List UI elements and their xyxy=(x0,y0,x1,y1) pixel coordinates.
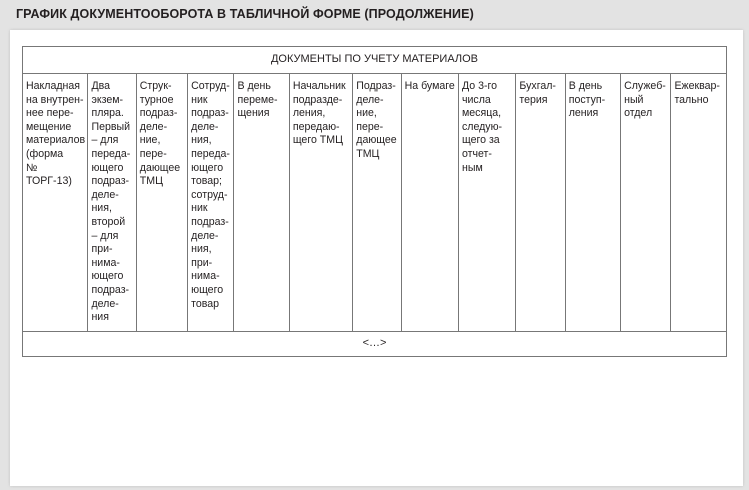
cell-text: На бумаге xyxy=(404,80,455,92)
cell-text: Сотруд- ник подраз- деле- ния, переда- ющего товар; сотруд- ник подраз- деле- ния, при- нима- ющего товар xyxy=(191,80,230,310)
table-cell xyxy=(88,74,136,332)
table-cell xyxy=(671,74,727,332)
cell-text: Накладная на внутрен- нее пере- мещение материалов (форма № ТОРГ-13) xyxy=(26,80,86,188)
table-cell xyxy=(565,74,620,332)
cell-text: Бухгал- терия xyxy=(519,80,556,106)
cell-text: Подраз- деле- ние, пере- дающее ТМЦ xyxy=(356,80,397,160)
cell-text: В день переме- щения xyxy=(237,80,278,120)
cell-text: Два экзем- пляра. Первый – для переда- ющего подраз- деле- ния, второй – для при- нима- ющего подраз- деле- ния xyxy=(91,80,131,324)
page-title: ГРАФИК ДОКУМЕНТООБОРОТА В ТАБЛИЧНОЙ ФОРМЕ (ПРОДОЛЖЕНИЕ) xyxy=(16,7,474,21)
cell-text: Струк- турное подраз- деле- ние, пере- дающее ТМЦ xyxy=(139,80,181,188)
continuation-marker: <…> xyxy=(23,332,727,357)
cell-text: Служеб- ный отдел xyxy=(624,80,666,120)
cell-text: До 3-го числа месяца, следую- щего за отчет- ным xyxy=(461,80,503,174)
section-title: ДОКУМЕНТЫ ПО УЧЕТУ МАТЕРИАЛОВ xyxy=(23,47,727,74)
table-cell xyxy=(621,74,671,332)
cell-text: Ежеквар- тально xyxy=(674,80,720,106)
cell-text: В день поступ- ления xyxy=(568,80,606,120)
table-cell xyxy=(353,74,401,332)
table-cell xyxy=(23,74,88,332)
table-cell xyxy=(136,74,187,332)
table-row xyxy=(23,74,727,332)
table-cell xyxy=(289,74,352,332)
table-cell xyxy=(458,74,515,332)
document-sheet xyxy=(10,30,743,486)
table-cell xyxy=(516,74,565,332)
table-cell xyxy=(188,74,234,332)
document-flow-table xyxy=(22,46,727,357)
table-cell xyxy=(401,74,458,332)
section-header-row xyxy=(23,47,727,74)
cell-text: Начальник подразде- ления, передаю- щего ТМЦ xyxy=(292,80,346,147)
continuation-row xyxy=(23,332,727,357)
table-cell xyxy=(234,74,289,332)
